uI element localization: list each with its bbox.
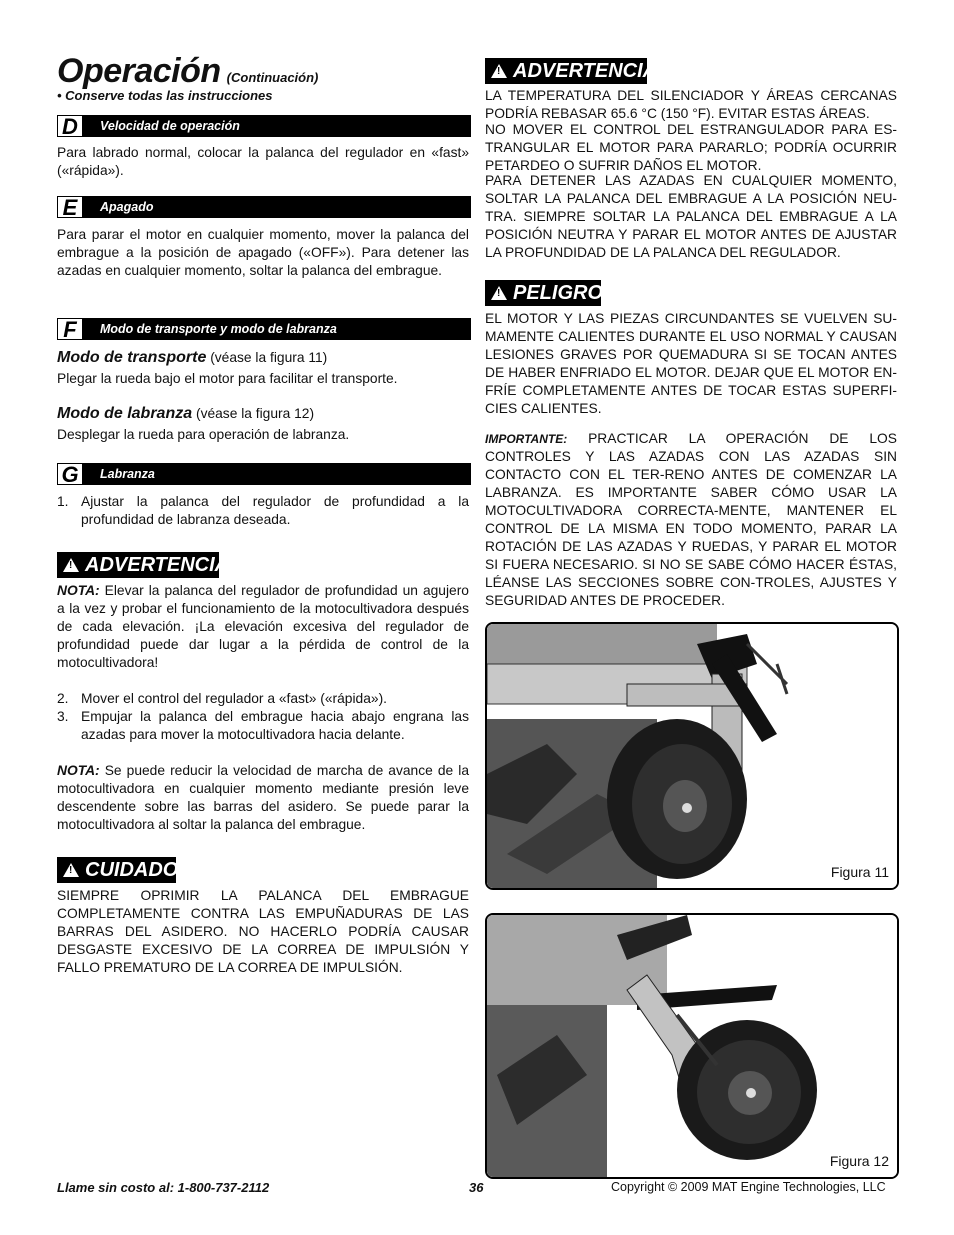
transport-mode-ref: (véase la figura 11) bbox=[210, 350, 328, 365]
step-number: 3. bbox=[57, 709, 69, 724]
section-f-header bbox=[57, 318, 471, 340]
section-g-header bbox=[57, 463, 471, 485]
danger-banner bbox=[485, 280, 604, 306]
page-title bbox=[57, 52, 318, 91]
step-list-2 bbox=[57, 690, 469, 744]
step-number: 1. bbox=[57, 494, 69, 509]
caution-banner bbox=[57, 857, 179, 883]
figure-12-illustration bbox=[487, 915, 897, 1177]
warning-label-right: ADVERTENCIA bbox=[513, 60, 658, 82]
figure-11 bbox=[485, 622, 899, 890]
speed-note bbox=[57, 762, 469, 834]
warning-triangle-icon: ! bbox=[63, 558, 79, 572]
warning-label-left: ADVERTENCIA bbox=[85, 554, 230, 576]
warning-paragraph-3: PARA DETENER LAS AZADAS EN CUALQUIER MOMENTO, SOLTAR LA PALANCA DEL EMBRAGUE A LA POSICIÓN NEU-TRA. SIEMPRE SOLTAR LA PALANCA DEL EMBRAGUE A LA POSICIÓN NEUTRA Y PARAR EL MOTOR ANTES DE AJUSTAR LA PROFUNDIDAD DE LA PALANCA DEL REGULADOR. bbox=[485, 173, 897, 260]
danger-text: EL MOTOR Y LAS PIEZAS CIRCUNDANTES SE VUELVEN SU-MAMENTE CALIENTES DURANTE EL USO NORMAL Y CAUSAN LESIONES GRAVES POR QUEMADURA SI SE TOCAN ANTES DE HABER ENFRIADO EL MOTOR. DEJAR QUE EL MOTOR EN-FRÍE COMPLETAMENTE ANTES DE TOCAR ESTAS SUPERFI-CIES CALIENTES. bbox=[485, 311, 897, 416]
step-item bbox=[57, 493, 469, 529]
warning-banner-right bbox=[485, 58, 658, 84]
footer-phone: Llame sin costo al: 1-800-737-2112 bbox=[57, 1180, 270, 1195]
warning-banner-left bbox=[57, 552, 230, 578]
section-f-letter: F bbox=[57, 318, 83, 340]
section-d-letter: D bbox=[57, 115, 83, 137]
step-item bbox=[57, 690, 469, 708]
section-g-letter: G bbox=[57, 463, 83, 485]
page-subtitle: • Conserve todas las instrucciones bbox=[57, 88, 273, 103]
step-number: 2. bbox=[57, 691, 69, 706]
section-e-letter: E bbox=[57, 196, 83, 218]
caution-triangle-icon: ! bbox=[63, 863, 79, 877]
figure-11-caption: Figura 11 bbox=[830, 864, 889, 880]
step-list-1 bbox=[57, 493, 469, 529]
page-title-text: Operación bbox=[57, 52, 221, 90]
section-e-text: Para parar el motor en cualquier momento, mover la palanca del embrague a la posición de apagado («OFF»). Para detener las azadas en cualquier momento, soltar la palanca del embrague. bbox=[57, 227, 469, 278]
section-d-text: Para labrado normal, colocar la palanca del regulador en «fast» («rápida»). bbox=[57, 145, 469, 178]
footer-copyright: Copyright © 2009 MAT Engine Technologies, LLC bbox=[611, 1180, 886, 1194]
caution-text: SIEMPRE OPRIMIR LA PALANCA DEL EMBRAGUE COMPLETAMENTE CONTRA LAS EMPUÑADURAS DE LAS BARRAS DEL ASIDERO. NO HACERLO PODRÍA CAUSAR DESGASTE EXCESIVO DE LA CORREA DE IMPULSIÓN Y FALLO PREMATURO DE LA CORREA DE IMPULSIÓN. bbox=[57, 888, 469, 975]
section-d-header bbox=[57, 115, 471, 137]
step-text: Ajustar la palanca del regulador de profundidad a la profundidad de labranza deseada. bbox=[81, 494, 469, 527]
section-e-header bbox=[57, 196, 471, 218]
transport-mode-title: Modo de transporte bbox=[57, 349, 207, 366]
till-mode-title: Modo de labranza bbox=[57, 405, 193, 422]
till-mode-heading bbox=[57, 405, 469, 423]
transport-mode-text: Plegar la rueda bajo el motor para facilitar el transporte. bbox=[57, 371, 398, 386]
transport-mode-heading bbox=[57, 349, 469, 367]
section-g-label: Labranza bbox=[100, 467, 155, 481]
till-mode-text: Desplegar la rueda para operación de labranza. bbox=[57, 427, 350, 442]
note-text: Elevar la palanca del regulador de profundidad un agujero a la vez y probar el funcionamiento de la motocultivadora después de cada elevación. ¡La elevación excesiva del regulador de profundidad puede dar lugar a la pérdida de control de la motocultivadora! bbox=[57, 583, 469, 670]
important-block bbox=[485, 430, 897, 610]
warning-note bbox=[57, 582, 469, 672]
warning-paragraph-1: LA TEMPERATURA DEL SILENCIADOR Y ÁREAS CERCANAS PODRÍA REBASAR 65.6 °C (150 °F). EVITAR ESTAS ÁREAS. bbox=[485, 88, 897, 121]
page-number: 36 bbox=[469, 1180, 484, 1195]
note-label: NOTA: bbox=[57, 583, 100, 598]
danger-triangle-icon: ! bbox=[491, 286, 507, 300]
figure-11-illustration bbox=[487, 624, 897, 888]
note-text: Se puede reducir la velocidad de marcha de avance de la motocultivadora en cualquier momento mediante presión leve descendente sobre las barras del asidero. Se puede parar la motocultivadora al soltar la palanca del embrague. bbox=[57, 763, 469, 832]
important-text: PRACTICAR LA OPERACIÓN DE LOS CONTROLES Y LAS AZADAS CON LAS AZADAS SIN CONTACTO CON EL TER-RENO ANTES DE COMENZAR LA LABRANZA. ES IMPORTANTE SABER CÓMO USAR LA MOTOCULTIVADORA CORRECTA-MENTE, MANTENER EL CONTROL DE LA MISMA EN TODO MOMENTO, PARAR LA ROTACIÓN DE LAS AZADAS Y RUEDAS, Y PARAR EL MOTOR SI FUERA NECESARIO. SI NO SE SABE CÓMO HACER ÉSTAS, LÉANSE LAS SECCIONES SOBRE CON-TROLES, AJUSTES Y SEGURIDAD ANTES DE PROCEDER. bbox=[485, 431, 897, 608]
caution-label: CUIDADO bbox=[85, 859, 179, 881]
continuation-label: (Continuación) bbox=[226, 70, 319, 85]
section-d-label: Velocidad de operación bbox=[100, 119, 240, 133]
step-item bbox=[57, 708, 469, 744]
danger-label: PELIGRO bbox=[513, 282, 604, 304]
important-label: IMPORTANTE: bbox=[485, 432, 568, 446]
section-f-label: Modo de transporte y modo de labranza bbox=[100, 322, 337, 336]
step-text: Mover el control del regulador a «fast» («rápida»). bbox=[81, 691, 387, 706]
warning-paragraph-2: NO MOVER EL CONTROL DEL ESTRANGULADOR PARA ES-TRANGULAR EL MOTOR PARA PARARLO; PODRÍA OCURRIR PETARDEO O SUFRIR DAÑOS EL MOTOR. bbox=[485, 122, 897, 173]
figure-12 bbox=[485, 913, 899, 1179]
note-label: NOTA: bbox=[57, 763, 100, 778]
section-e-label: Apagado bbox=[100, 200, 154, 214]
till-mode-ref: (véase la figura 12) bbox=[195, 406, 315, 421]
step-text: Empujar la palanca del embrague hacia abajo engrana las azadas para mover la motocultivadora hacia delante. bbox=[81, 709, 469, 742]
figure-12-caption: Figura 12 bbox=[829, 1153, 889, 1169]
warning-triangle-icon: ! bbox=[491, 64, 507, 78]
